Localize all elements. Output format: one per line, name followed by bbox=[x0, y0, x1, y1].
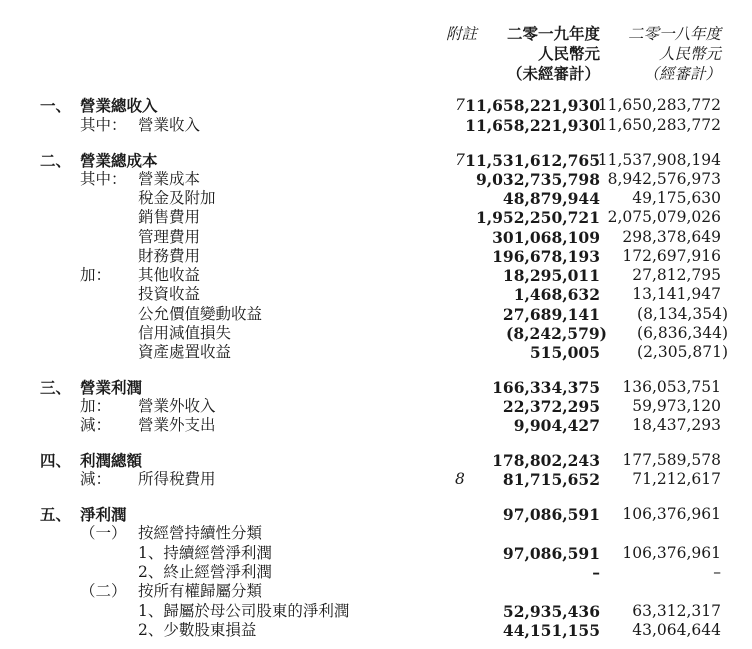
value-2018: 136,053,751 bbox=[622, 378, 721, 396]
value-2019: 9,904,427 bbox=[513, 416, 600, 435]
value-2019: 81,715,652 bbox=[502, 470, 600, 489]
table-row bbox=[0, 247, 752, 266]
value-2018: 49,175,630 bbox=[632, 189, 721, 207]
table-row bbox=[0, 602, 752, 621]
note-column-header: 附註 bbox=[446, 25, 478, 43]
audit-status-2019: （未經審計） bbox=[506, 64, 600, 83]
table-row bbox=[0, 621, 752, 640]
row-label: 銷售費用 bbox=[138, 208, 201, 226]
table-row bbox=[0, 151, 752, 170]
row-label: 營業收入 bbox=[138, 116, 201, 134]
value-2019: – bbox=[592, 563, 600, 582]
table-row bbox=[0, 505, 752, 524]
value-2019: 178,802,243 bbox=[492, 451, 600, 470]
value-2019: 18,295,011 bbox=[502, 266, 600, 285]
row-label: 資產處置收益 bbox=[138, 343, 232, 361]
value-2018: 71,212,617 bbox=[632, 470, 721, 488]
value-2019: 97,086,591 bbox=[502, 505, 600, 524]
table-row bbox=[0, 285, 752, 304]
value-2018: 8,942,576,973 bbox=[607, 170, 721, 188]
table-row bbox=[0, 96, 752, 115]
table-row bbox=[0, 305, 752, 324]
table-row bbox=[0, 189, 752, 208]
table-row bbox=[0, 378, 752, 397]
currency-2018-header: 人民幣元 bbox=[658, 45, 721, 63]
table-row bbox=[0, 170, 752, 189]
value-2018: 27,812,795 bbox=[632, 266, 721, 284]
section-number: 四、 bbox=[40, 451, 72, 470]
year-2018-header: 二零一八年度 bbox=[627, 25, 721, 43]
row-label: 公允價值變動收益 bbox=[138, 305, 263, 323]
row-label: 營業成本 bbox=[138, 170, 201, 188]
value-2019: 1,952,250,721 bbox=[475, 208, 600, 227]
value-2019: 22,372,295 bbox=[502, 397, 600, 416]
note-ref: 7 bbox=[455, 151, 465, 169]
value-2018: 63,312,317 bbox=[632, 602, 721, 620]
row-label: 營業外收入 bbox=[138, 397, 216, 415]
table-row bbox=[0, 266, 752, 285]
section-title: 利潤總額 bbox=[80, 451, 143, 470]
table-row bbox=[0, 324, 752, 343]
table-row bbox=[0, 343, 752, 362]
value-2019: 9,032,735,798 bbox=[475, 170, 600, 189]
value-2019: 11,531,612,765 bbox=[465, 151, 600, 170]
row-label: 財務費用 bbox=[138, 247, 201, 265]
value-2018: 11,537,908,194 bbox=[597, 151, 721, 169]
section-title: 營業總收入 bbox=[80, 96, 158, 115]
section-title: 營業利潤 bbox=[80, 378, 143, 397]
row-label: 按經營持續性分類 bbox=[138, 524, 263, 542]
value-2018: 298,378,649 bbox=[622, 228, 721, 246]
value-2018: (6,836,344) bbox=[637, 324, 728, 342]
value-2018: (2,305,871) bbox=[637, 343, 728, 361]
section-title: 淨利潤 bbox=[80, 505, 127, 524]
section-number: 二、 bbox=[40, 151, 72, 170]
table-row bbox=[0, 228, 752, 247]
value-2018: (8,134,354) bbox=[637, 305, 728, 323]
value-2019: 1,468,632 bbox=[513, 285, 600, 304]
value-2019: 48,879,944 bbox=[502, 189, 600, 208]
row-label: 投資收益 bbox=[138, 285, 201, 303]
table-row bbox=[0, 208, 752, 227]
value-2018: 2,075,079,026 bbox=[607, 208, 721, 226]
year-2019-header: 二零一九年度 bbox=[506, 24, 600, 43]
row-prefix: 減： bbox=[80, 416, 112, 434]
value-2019: 27,689,141 bbox=[502, 305, 600, 324]
row-label: 2、終止經營淨利潤 bbox=[138, 563, 272, 581]
value-2019: 52,935,436 bbox=[502, 602, 600, 621]
value-2019: 44,151,155 bbox=[502, 621, 600, 640]
row-label: 管理費用 bbox=[138, 228, 201, 246]
row-label: 1、持續經營淨利潤 bbox=[138, 544, 272, 562]
audit-status-2018: （經審計） bbox=[643, 65, 721, 83]
value-2018: 43,064,644 bbox=[632, 621, 721, 639]
section-number: 一、 bbox=[40, 96, 72, 115]
value-2018: 172,697,916 bbox=[622, 247, 721, 265]
note-ref: 8 bbox=[455, 470, 465, 488]
table-row bbox=[0, 524, 752, 543]
row-label: 稅金及附加 bbox=[138, 189, 216, 207]
row-label: 按所有權歸屬分類 bbox=[138, 582, 263, 600]
row-label: 所得稅費用 bbox=[138, 470, 216, 488]
row-prefix: 其中： bbox=[80, 170, 127, 188]
table-row bbox=[0, 416, 752, 435]
row-prefix: 其中： bbox=[80, 116, 127, 134]
currency-2019-header: 人民幣元 bbox=[537, 44, 600, 63]
row-label: 1、歸屬於母公司股東的淨利潤 bbox=[138, 602, 350, 620]
note-ref: 7 bbox=[455, 96, 465, 114]
table-row bbox=[0, 470, 752, 489]
row-label: 2、少數股東損益 bbox=[138, 621, 257, 639]
value-2019: (8,242,579) bbox=[506, 324, 607, 343]
value-2019: 166,334,375 bbox=[492, 378, 600, 397]
value-2018: 59,973,120 bbox=[632, 397, 721, 415]
value-2018: 11,650,283,772 bbox=[597, 96, 721, 114]
value-2018: 106,376,961 bbox=[622, 544, 721, 562]
row-prefix: 減： bbox=[80, 470, 112, 488]
table-row bbox=[0, 563, 752, 582]
row-label: 信用減值損失 bbox=[138, 324, 232, 342]
row-prefix: （一） bbox=[80, 524, 127, 542]
value-2019: 11,658,221,930 bbox=[465, 116, 600, 135]
table-row bbox=[0, 397, 752, 416]
row-prefix: （二） bbox=[80, 582, 127, 600]
table-row bbox=[0, 544, 752, 563]
table-row bbox=[0, 582, 752, 601]
value-2019: 515,005 bbox=[529, 343, 600, 362]
row-prefix: 加： bbox=[80, 397, 112, 415]
value-2018: 13,141,947 bbox=[632, 285, 721, 303]
row-prefix: 加： bbox=[80, 266, 112, 284]
table-row bbox=[0, 116, 752, 135]
row-label: 其他收益 bbox=[138, 266, 201, 284]
section-title: 營業總成本 bbox=[80, 151, 158, 170]
value-2019: 11,658,221,930 bbox=[465, 96, 600, 115]
value-2018: 106,376,961 bbox=[622, 505, 721, 523]
value-2019: 97,086,591 bbox=[502, 544, 600, 563]
value-2018: 11,650,283,772 bbox=[597, 116, 721, 134]
table-row bbox=[0, 451, 752, 470]
value-2018: 18,437,293 bbox=[632, 416, 721, 434]
value-2018: 177,589,578 bbox=[622, 451, 721, 469]
section-number: 三、 bbox=[40, 378, 72, 397]
value-2019: 301,068,109 bbox=[492, 228, 600, 247]
value-2019: 196,678,193 bbox=[492, 247, 600, 266]
row-label: 營業外支出 bbox=[138, 416, 216, 434]
value-2018: – bbox=[713, 563, 721, 581]
section-number: 五、 bbox=[40, 505, 72, 524]
